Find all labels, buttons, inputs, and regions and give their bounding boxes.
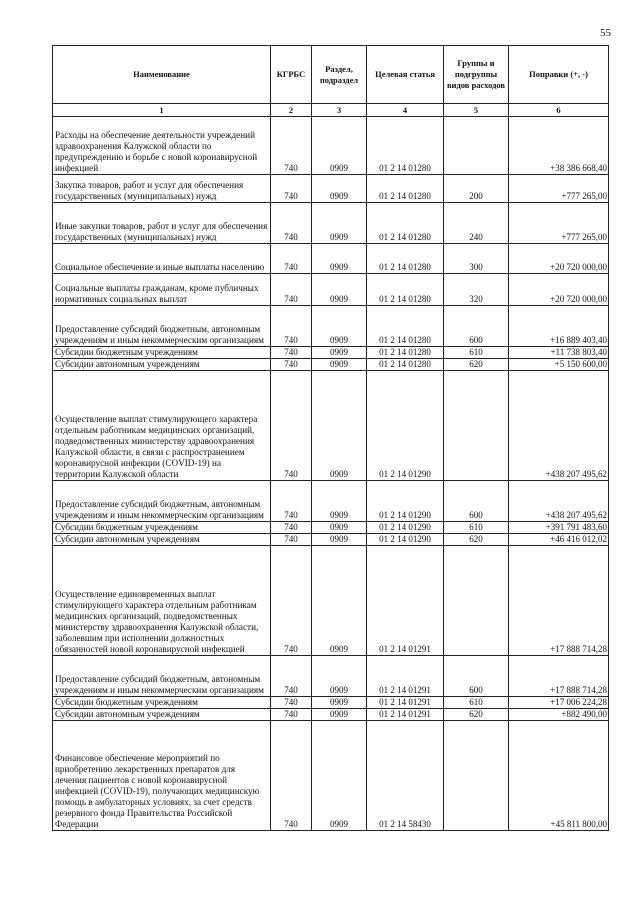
row-group (444, 371, 509, 481)
table-row (53, 371, 609, 481)
row-group (444, 546, 509, 656)
row-group: 610 (444, 522, 509, 534)
header-name: Наименование (53, 46, 271, 104)
row-name: Расходы на обеспечение деятельности учреждений здравоохранения Калужской области по предупреждению и борьбе с новой коронавирусной инфекцией (53, 117, 271, 175)
row-target: 01 2 14 01291 (367, 546, 444, 656)
row-kgrbs: 740 (271, 522, 312, 534)
row-name: Субсидии бюджетным учреждениям (53, 697, 271, 709)
row-name: Иные закупки товаров, работ и услуг для обеспечения государственных (муниципальных) нужд (53, 203, 271, 244)
table-row (53, 534, 609, 546)
column-number: 6 (509, 104, 609, 117)
column-number: 3 (312, 104, 367, 117)
row-group: 620 (444, 359, 509, 371)
row-section: 0909 (312, 244, 367, 274)
row-name: Субсидии автономным учреждениям (53, 709, 271, 721)
header-row (53, 46, 609, 104)
header-amendments: Поправки (+, -) (509, 46, 609, 104)
column-number: 5 (444, 104, 509, 117)
row-amount: +20 720 000,00 (509, 244, 609, 274)
row-target: 01 2 14 01291 (367, 709, 444, 721)
row-kgrbs: 740 (271, 697, 312, 709)
row-kgrbs: 740 (271, 534, 312, 546)
row-section: 0909 (312, 274, 367, 306)
row-section: 0909 (312, 546, 367, 656)
row-name: Социальное обеспечение и иные выплаты населению (53, 244, 271, 274)
row-kgrbs: 740 (271, 117, 312, 175)
row-amount: +20 720 000,00 (509, 274, 609, 306)
table-row (53, 656, 609, 697)
row-kgrbs: 740 (271, 656, 312, 697)
row-target: 01 2 14 01280 (367, 274, 444, 306)
row-target: 01 2 14 01280 (367, 359, 444, 371)
row-target: 01 2 14 01290 (367, 534, 444, 546)
row-section: 0909 (312, 371, 367, 481)
table-row (53, 709, 609, 721)
row-group: 600 (444, 481, 509, 522)
table-row (53, 522, 609, 534)
row-kgrbs: 740 (271, 175, 312, 203)
table-row (53, 203, 609, 244)
row-kgrbs: 740 (271, 721, 312, 831)
row-name: Осуществление единовременных выплат стимулирующего характера отдельным работникам медицинских организаций, подведомственных министерству здравоохранения Калужской области, заболевшим при исполнении должностных обязанностей новой коронавирусной инфекцией (53, 546, 271, 656)
table-row (53, 347, 609, 359)
table-row (53, 721, 609, 831)
row-amount: +438 207 495,62 (509, 481, 609, 522)
row-kgrbs: 740 (271, 203, 312, 244)
table-row (53, 359, 609, 371)
row-group: 240 (444, 203, 509, 244)
row-section: 0909 (312, 359, 367, 371)
row-target: 01 2 14 01280 (367, 244, 444, 274)
row-name: Субсидии бюджетным учреждениям (53, 347, 271, 359)
row-amount: +438 207 495,62 (509, 371, 609, 481)
row-name: Финансовое обеспечение мероприятий по приобретению лекарственных препаратов для лечения пациентов с новой коронавирусной инфекцией (COVID-19), получающих медицинскую помощь в амбулаторных условиях, за счет средств резервного фонда Правительства Российской Федерации (53, 721, 271, 831)
row-group (444, 721, 509, 831)
row-target: 01 2 14 01280 (367, 175, 444, 203)
row-group: 600 (444, 306, 509, 347)
row-group: 620 (444, 534, 509, 546)
header-section: Раздел, подраздел (312, 46, 367, 104)
row-amount: +391 791 483,60 (509, 522, 609, 534)
row-section: 0909 (312, 306, 367, 347)
row-amount: +11 738 803,40 (509, 347, 609, 359)
row-section: 0909 (312, 697, 367, 709)
column-number: 1 (53, 104, 271, 117)
row-name: Субсидии бюджетным учреждениям (53, 522, 271, 534)
row-kgrbs: 740 (271, 347, 312, 359)
column-number: 2 (271, 104, 312, 117)
row-section: 0909 (312, 481, 367, 522)
row-group: 200 (444, 175, 509, 203)
row-kgrbs: 740 (271, 546, 312, 656)
column-number: 4 (367, 104, 444, 117)
column-number-row (53, 104, 609, 117)
row-target: 01 2 14 01280 (367, 203, 444, 244)
table-row (53, 306, 609, 347)
row-kgrbs: 740 (271, 306, 312, 347)
row-target: 01 2 14 01280 (367, 347, 444, 359)
row-group: 300 (444, 244, 509, 274)
row-target: 01 2 14 01290 (367, 371, 444, 481)
table-row (53, 175, 609, 203)
row-group: 320 (444, 274, 509, 306)
table-row (53, 481, 609, 522)
table-row (53, 546, 609, 656)
header-kgrbs: КГРБС (271, 46, 312, 104)
page-number: 55 (600, 27, 611, 39)
row-section: 0909 (312, 522, 367, 534)
table-row (53, 697, 609, 709)
row-amount: +45 811 800,00 (509, 721, 609, 831)
row-target: 01 2 14 58430 (367, 721, 444, 831)
row-amount: +17 006 224,28 (509, 697, 609, 709)
row-section: 0909 (312, 534, 367, 546)
row-group: 610 (444, 697, 509, 709)
row-name: Предоставление субсидий бюджетным, автономным учреждениям и иным некоммерческим организациям (53, 656, 271, 697)
row-amount: +46 416 012,02 (509, 534, 609, 546)
row-section: 0909 (312, 656, 367, 697)
budget-table (52, 45, 609, 831)
row-amount: +777 265,00 (509, 175, 609, 203)
row-section: 0909 (312, 721, 367, 831)
row-amount: +882 490,00 (509, 709, 609, 721)
row-name: Осуществление выплат стимулирующего характера отдельным работникам медицинских организаций, подведомственных министерству здравоохранения Калужской области, в связи с распространением коронавирусной инфекции (COVID-19) на территории Калужской области (53, 371, 271, 481)
row-target: 01 2 14 01290 (367, 481, 444, 522)
header-groups: Группы и подгруппы видов расходов (444, 46, 509, 104)
table-row (53, 117, 609, 175)
row-target: 01 2 14 01280 (367, 306, 444, 347)
row-amount: +777 265,00 (509, 203, 609, 244)
row-section: 0909 (312, 709, 367, 721)
row-section: 0909 (312, 175, 367, 203)
row-amount: +17 888 714,28 (509, 656, 609, 697)
header-target: Целевая статья (367, 46, 444, 104)
row-section: 0909 (312, 347, 367, 359)
row-section: 0909 (312, 203, 367, 244)
table-row (53, 244, 609, 274)
row-kgrbs: 740 (271, 709, 312, 721)
row-name: Закупка товаров, работ и услуг для обеспечения государственных (муниципальных) нужд (53, 175, 271, 203)
row-kgrbs: 740 (271, 359, 312, 371)
row-target: 01 2 14 01291 (367, 697, 444, 709)
row-name: Предоставление субсидий бюджетным, автономным учреждениям и иным некоммерческим организациям (53, 306, 271, 347)
row-kgrbs: 740 (271, 244, 312, 274)
row-name: Социальные выплаты гражданам, кроме публичных нормативных социальных выплат (53, 274, 271, 306)
row-amount: +17 888 714,28 (509, 546, 609, 656)
row-name: Предоставление субсидий бюджетным, автономным учреждениям и иным некоммерческим организациям (53, 481, 271, 522)
row-section: 0909 (312, 117, 367, 175)
row-group: 610 (444, 347, 509, 359)
row-amount: +38 386 668,40 (509, 117, 609, 175)
row-name: Субсидии автономным учреждениям (53, 534, 271, 546)
row-target: 01 2 14 01291 (367, 656, 444, 697)
row-group: 600 (444, 656, 509, 697)
row-target: 01 2 14 01290 (367, 522, 444, 534)
row-kgrbs: 740 (271, 481, 312, 522)
row-amount: +16 889 403,40 (509, 306, 609, 347)
row-amount: +5 150 600,00 (509, 359, 609, 371)
row-group: 620 (444, 709, 509, 721)
row-group (444, 117, 509, 175)
row-kgrbs: 740 (271, 371, 312, 481)
row-kgrbs: 740 (271, 274, 312, 306)
row-name: Субсидии автономным учреждениям (53, 359, 271, 371)
row-target: 01 2 14 01280 (367, 117, 444, 175)
table-row (53, 274, 609, 306)
